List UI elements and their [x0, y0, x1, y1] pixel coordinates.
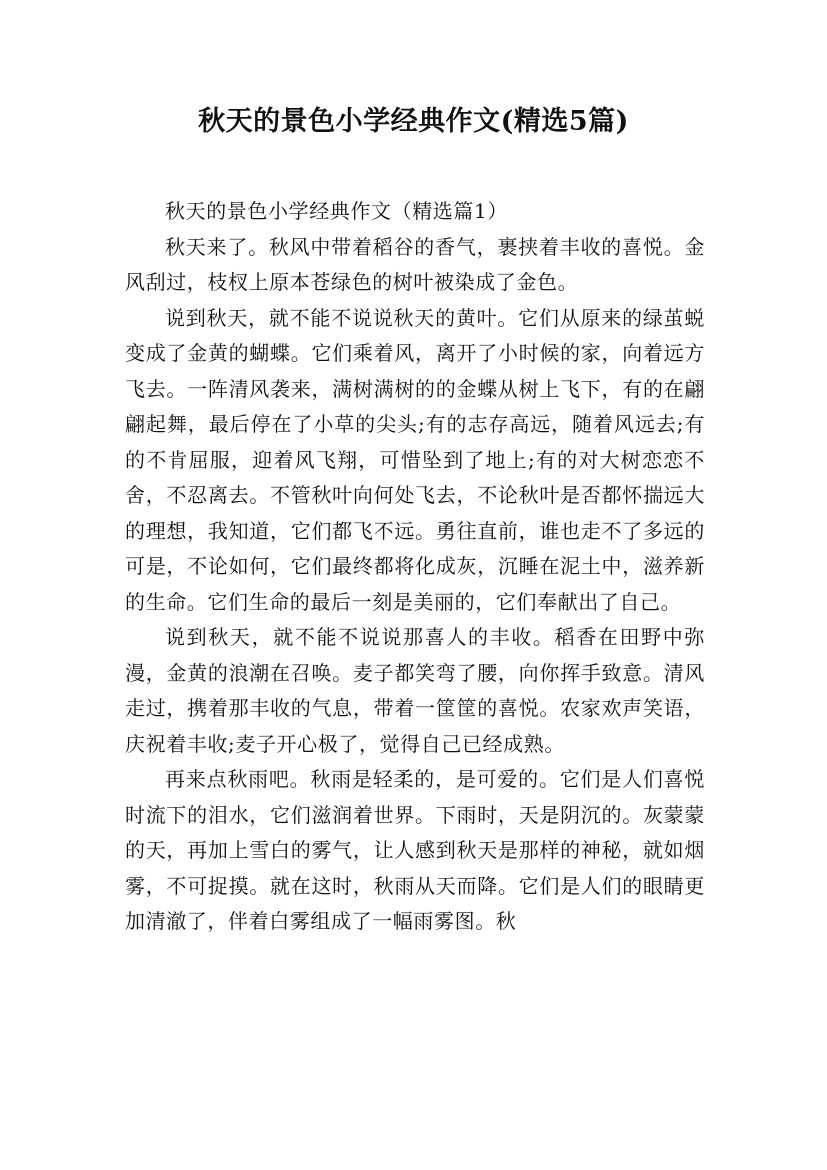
- section-subheading: 秋天的景色小学经典作文（精选篇1）: [165, 199, 508, 223]
- paragraph-2: 说到秋天，就不能不说说秋天的黄叶。它们从原来的绿茧蜕变成了金黄的蝴蝶。它们乘着风，离开了小时候的家，向着远方飞去。一阵清风袭来，满树满树的的金蝶从树上飞下，有的在翩翩起舞，最后停在了小草的尖头;有的志存高远，随着风远去;有的不肯屈服，迎着风飞翔，可惜坠到了地上;有的对大树恋恋不舍，不忍离去。不管秋叶向何处飞去，不论秋叶是否都怀揣远大的理想，我知道，它们都飞不远。勇往直前，谁也走不了多远的可是，不论如何，它们最终都将化成灰，沉睡在泥土中，滋养新的生命。它们生命的最后一刻是美丽的，它们奉献出了自己。: [125, 305, 705, 614]
- paragraph-3: 说到秋天，就不能不说说那喜人的丰收。稻香在田野中弥漫，金黄的浪潮在召唤。麦子都笑弯了腰，向你挥手致意。清风走过，携着那丰收的气息，带着一筐筐的喜悦。农家欢声笑语，庆祝着丰收;麦子开心极了，觉得自己已经成熟。: [125, 625, 705, 756]
- paragraph-1: 秋天来了。秋风中带着稻谷的香气，裹挟着丰收的喜悦。金风刮过，枝杈上原本苍绿色的树叶被染成了金色。: [125, 234, 705, 294]
- paragraph-4: 再来点秋雨吧。秋雨是轻柔的，是可爱的。它们是人们喜悦时流下的泪水，它们滋润着世界。下雨时，天是阴沉的。灰蒙蒙的天，再加上雪白的雾气，让人感到秋天是那样的神秘，就如烟雾，不可捉摸。就在这时，秋雨从天而降。它们是人们的眼睛更加清澈了，伴着白雾组成了一幅雨雾图。秋: [125, 767, 705, 933]
- document-title: 秋天的景色小学经典作文(精选5篇): [198, 106, 629, 137]
- document-body: [125, 194, 705, 940]
